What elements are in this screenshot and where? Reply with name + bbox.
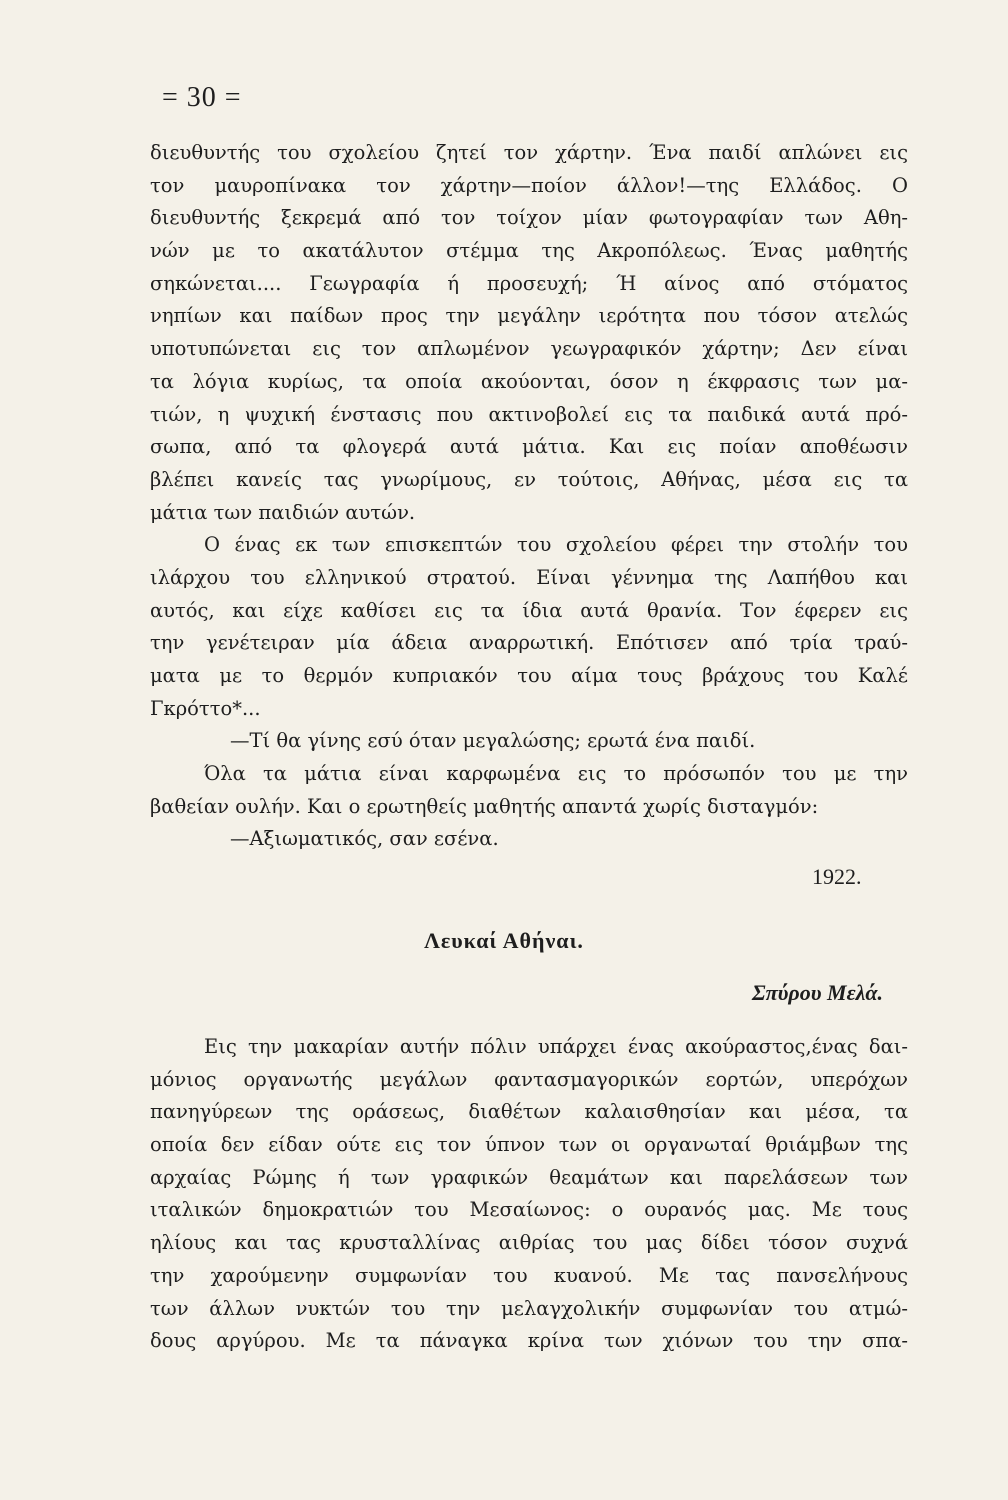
text-line: βλέπει κανείς τας γνωρίμους, εν τούτοις, Αθήνας, μέσα εις τα [150,467,908,491]
text-line: την γενέτειραν μία άδεια αναρρωτική. Επότισεν από τρία τραύ- [150,631,908,655]
text-line: Εις την μακαρίαν αυτήν πόλιν υπάρχει ένας ακούραστος,ένας δαι- [204,1035,908,1058]
text-line: τα λόγια κυρίως, τα οποία ακούονται, όσον η έκφρασις των μα- [150,369,908,393]
text-line: αυτός, και είχε καθίσει εις τα ίδια αυτά θρανία. Τον έφερεν εις [150,598,908,622]
text-block-1 [150,137,908,856]
text-line: μόνιος οργανωτής μεγάλων φαντασμαγορικών εορτών, υπερόχων [150,1067,908,1091]
text-line: ματα με το θερμόν κυπριακόν του αίμα τους βράχους του Καλέ [150,664,908,687]
dialogue-line: —Αξιωματικός, σαν εσένα. [230,827,499,851]
text-line: τον μαυροπίνακα τον χάρτην—ποίον άλλον!—της Ελλάδος. Ο [150,173,908,197]
text-line: τιών, η ψυχική ένστασις που ακτινοβολεί εις τα παιδικά αυτά πρό- [150,402,908,426]
text-line: την χαρούμενην συμφωνίαν του κυανού. Με τας πανσελήνους [150,1263,908,1287]
text-line: οποία δεν είδαν ούτε εις τον ύπνον των οι οργανωταί θριάμβων της [150,1133,908,1157]
text-line: ιλάρχου του ελληνικού στρατού. Είναι γέννημα της Λαπήθου και [150,565,908,589]
text-line: διευθυντής του σχολείου ζητεί τον χάρτην. Ένα παιδί απλώνει εις [150,141,908,164]
text-line: μάτια των παιδιών αυτών. [150,500,416,524]
text-line: των άλλων νυκτών του την μελαγχολικήν συμφωνίαν του ατμώ- [150,1296,908,1320]
text-line: δους αργύρου. Με τα πάναγκα κρίνα των χιόνων του την σπα- [150,1329,908,1353]
text-line: αρχαίας Ρώμης ή των γραφικών θεαμάτων και παρελάσεων των [150,1165,908,1189]
text-line: υποτυπώνεται εις τον απλωμένον γεωγραφικόν χάρτην; Δεν είναι [150,337,908,361]
text-line: νηπίων και παίδων προς την μεγάλην ιερότητα που τόσον ατελώς [150,304,908,328]
page-number: = 30 = [162,82,242,113]
text-line: Ο ένας εκ των επισκεπτών του σχολείου φέρει την στολήν του [204,533,908,557]
text-line: νών με το ακατάλυτον στέμμα της Ακροπόλεως. Ένας μαθητής [150,239,908,263]
text-line: βαθείαν ουλήν. Και ο ερωτηθείς μαθητής απαντά χωρίς δισταγμόν: [150,794,819,818]
text-line: πανηγύρεων της οράσεως, διαθέτων καλαισθησίαν και μέσα, τα [150,1100,908,1124]
text-line: ηλίους και τας κρυσταλλίνας αιθρίας του μας δίδει τόσον συχνά [150,1231,908,1255]
section-title: Λευκαί Αθήναι. [424,928,584,953]
text-line: σωπα, από τα φλογερά αυτά μάτια. Και εις ποίαν αποθέωσιν [150,435,908,459]
text-block-2 [150,1031,908,1358]
text-line: διευθυντής ξεκρεμά από τον τοίχον μίαν φωτογραφίαν των Αθη- [150,206,908,230]
text-line: Γκρόττο*... [150,696,261,720]
date-signature: 1922. [812,864,862,889]
text-line: σηκώνεται.... Γεωγραφία ή προσευχή; Ή αίνος από στόματος [150,271,908,295]
text-line: Όλα τα μάτια είναι καρφωμένα εις το πρόσωπόν του με την [204,762,908,786]
dialogue-line: —Τί θα γίνης εσύ όταν μεγαλώσης; ερωτά ένα παιδί. [230,729,756,753]
author-name: Σπύρου Μελά. [752,980,884,1005]
text-line: ιταλικών δημοκρατιών του Μεσαίωνος: ο ουρανός μας. Με τους [150,1198,908,1222]
